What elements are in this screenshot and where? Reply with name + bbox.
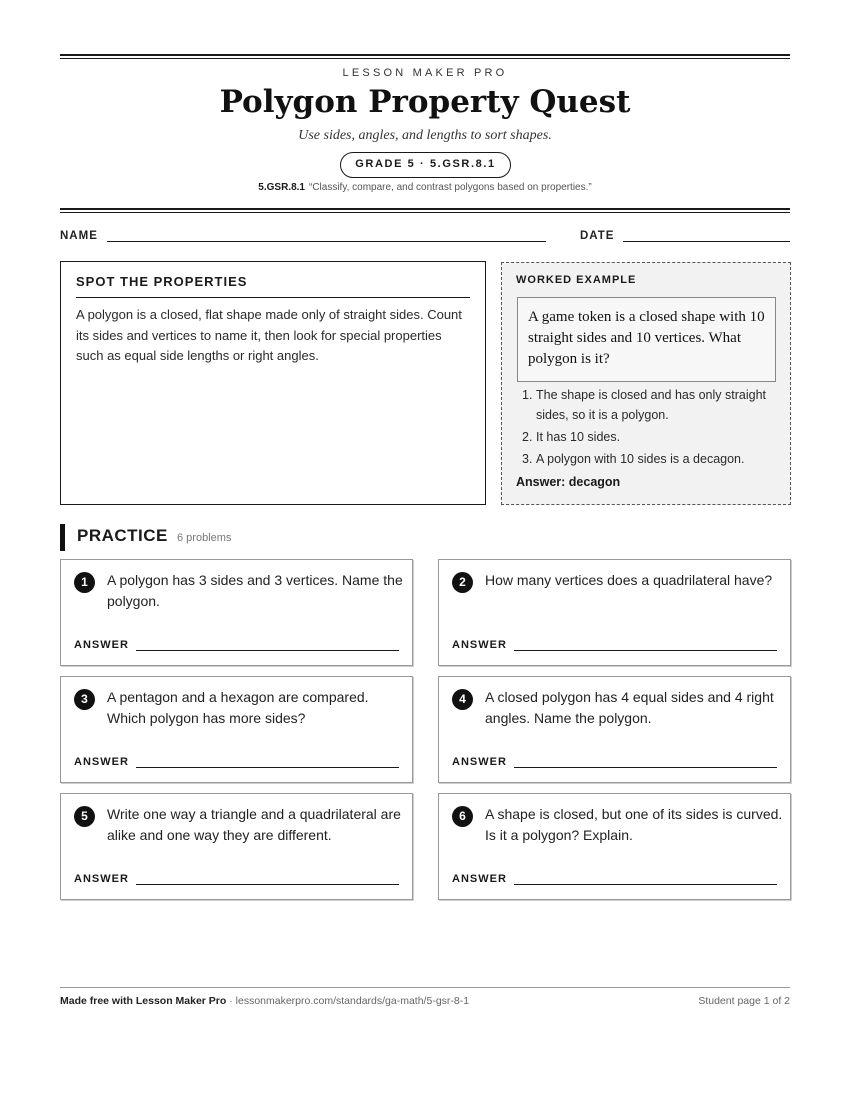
answer-line[interactable] <box>136 767 399 768</box>
problem-number: 4 <box>452 689 473 710</box>
problem-text: A closed polygon has 4 equal sides and 4 right angles. Name the polygon. <box>485 689 774 726</box>
practice-count: 6 problems <box>177 532 232 544</box>
problem-text: A shape is closed, but one of its sides is curved. Is it a polygon? Explain. <box>485 806 783 843</box>
problem-card-1 <box>60 559 413 666</box>
problem-number: 1 <box>74 572 95 593</box>
worked-problem: A game token is a closed shape with 10 straight sides and 10 vertices. What polygon is it? <box>517 297 776 382</box>
problem-card-4 <box>438 676 791 783</box>
problem-text: How many vertices does a quadrilateral have? <box>485 572 773 588</box>
practice-accent-bar <box>60 524 65 551</box>
worked-step: 2. It has 10 sides. <box>522 430 621 444</box>
page-title: Polygon Property Quest <box>219 84 631 120</box>
problem-card-5 <box>60 793 413 900</box>
standard-text: “Classify, compare, and contrast polygons based on properties.” <box>308 182 592 193</box>
problem-card-2 <box>438 559 791 666</box>
header-top-rule <box>60 54 790 59</box>
footer-page-number: Student page 1 of 2 <box>698 995 790 1007</box>
spot-properties-box <box>60 261 486 505</box>
brand-name: LESSON MAKER PRO <box>342 67 508 79</box>
answer-label: ANSWER <box>452 873 507 885</box>
problem-text: A pentagon and a hexagon are compared. Which polygon has more sides? <box>107 689 369 726</box>
name-label: NAME <box>60 230 98 242</box>
worked-steps <box>516 385 784 471</box>
footer-made-with: Made free with Lesson Maker Pro <box>60 995 227 1007</box>
answer-line[interactable] <box>514 884 777 885</box>
answer-label: ANSWER <box>452 756 507 768</box>
answer-label: ANSWER <box>452 639 507 651</box>
answer-label: ANSWER <box>74 639 129 651</box>
answer-line[interactable] <box>514 650 777 651</box>
name-field[interactable] <box>107 241 546 242</box>
date-field[interactable] <box>623 241 790 242</box>
header-bottom-rule <box>60 208 790 213</box>
problem-text: Write one way a triangle and a quadrilateral are alike and one way they are different. <box>107 806 401 843</box>
problem-number: 2 <box>452 572 473 593</box>
problem-number: 3 <box>74 689 95 710</box>
practice-title: PRACTICE <box>77 526 168 545</box>
standard-line <box>0 182 850 193</box>
footer-credit <box>60 995 469 1007</box>
spot-body: A polygon is a closed, flat shape made only of straight sides. Count its sides and vertices to name it, then look for special properties such as equal side lengths or right angles. <box>76 307 462 363</box>
page-subtitle: Use sides, angles, and lengths to sort shapes. <box>298 128 552 143</box>
answer-line[interactable] <box>136 884 399 885</box>
answer-line[interactable] <box>136 650 399 651</box>
footer-rule <box>60 987 790 988</box>
worked-step: 3. A polygon with 10 sides is a decagon. <box>522 452 745 466</box>
problem-text: A polygon has 3 sides and 3 vertices. Name the polygon. <box>107 572 403 609</box>
answer-label: ANSWER <box>74 873 129 885</box>
problem-number: 5 <box>74 806 95 827</box>
answer-label: ANSWER <box>74 756 129 768</box>
date-label: DATE <box>580 230 615 242</box>
answer-line[interactable] <box>514 767 777 768</box>
worked-step: 1. The shape is closed and has only straight sides, so it is a polygon. <box>522 388 766 422</box>
problem-number: 6 <box>452 806 473 827</box>
problem-card-6 <box>438 793 791 900</box>
footer-url: · lessonmakerpro.com/standards/ga-math/5-gsr-8-1 <box>226 995 470 1007</box>
problem-card-3 <box>60 676 413 783</box>
standard-code: 5.GSR.8.1 <box>258 182 305 193</box>
grade-badge: GRADE 5 · 5.GSR.8.1 <box>340 152 511 178</box>
worked-answer: Answer: decagon <box>516 475 621 489</box>
spot-heading: SPOT THE PROPERTIES <box>76 274 470 298</box>
worked-example-box <box>501 262 791 505</box>
worked-example-label: WORKED EXAMPLE <box>516 274 637 286</box>
